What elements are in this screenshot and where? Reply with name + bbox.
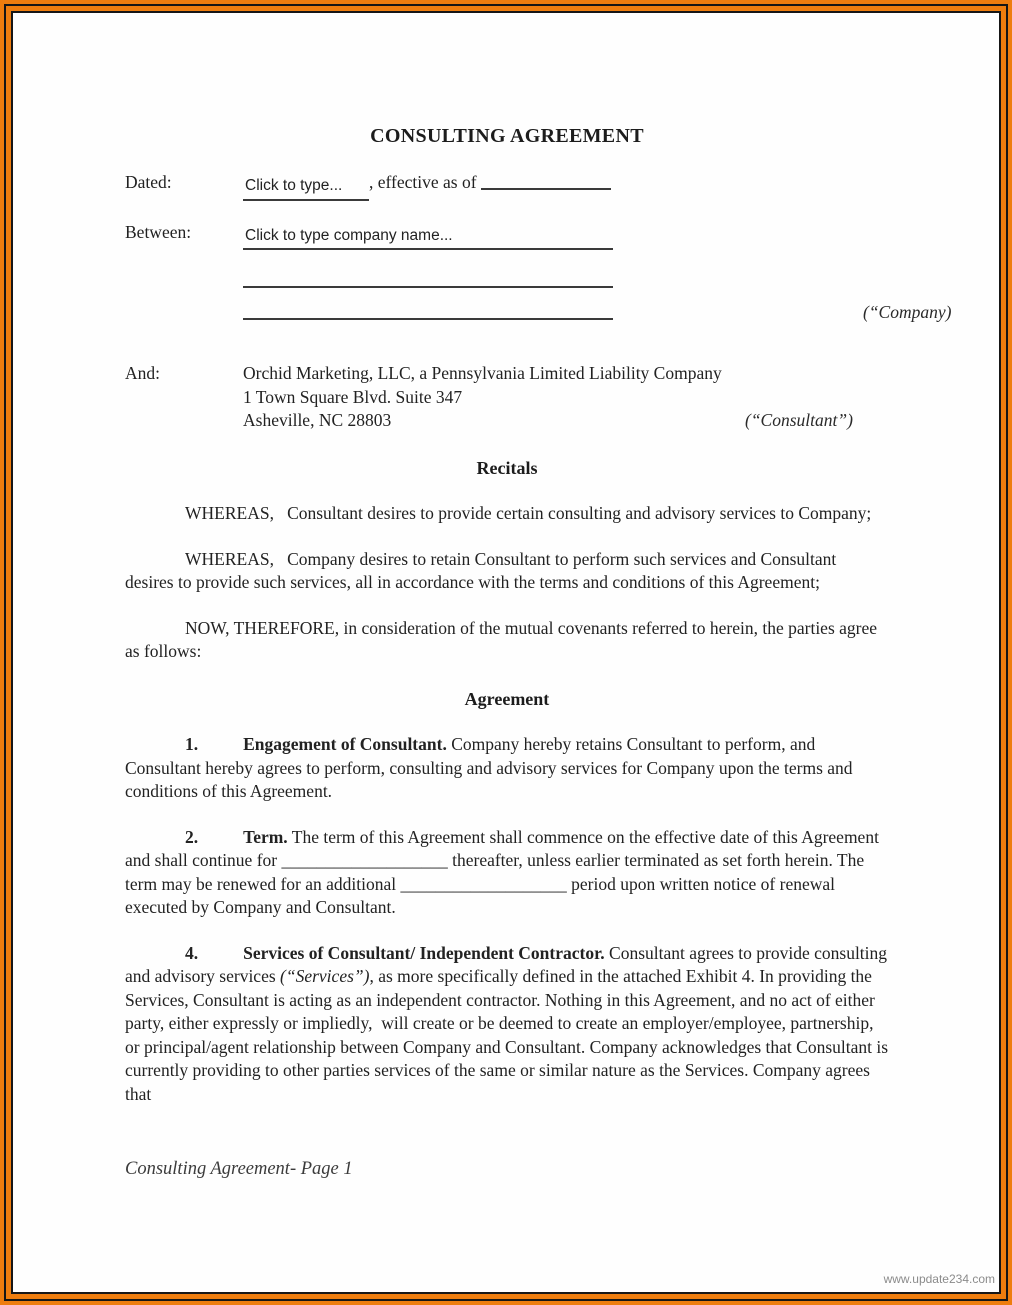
between-label: Between: bbox=[125, 221, 192, 242]
section-2-number: 2. bbox=[185, 826, 199, 847]
consultant-row bbox=[125, 362, 889, 433]
section-1-number: 1. bbox=[185, 734, 199, 754]
outer-black-frame bbox=[4, 4, 1008, 1301]
section-4-body-post: , as more specifically defined in the attached Exhibit 4. In providing the Services, Consultant is acting as an independent contractor. Nothing in this Agreement, and no act of either party, either expressly or impliedly, will create or be deemed to create an employer/employee, partnership, or principal/agent relationship between Company and Consultant. Company acknowledges that Consultant is currently providing to other parties services of the same or similar nature as the Services. Company agrees that bbox=[125, 966, 893, 1104]
effective-as-of-text: , effective as of bbox=[369, 172, 477, 192]
and-label: And: bbox=[125, 363, 160, 383]
inner-orange-frame bbox=[6, 6, 1006, 1299]
company-blank-2[interactable] bbox=[243, 318, 613, 320]
consultant-city: Asheville, NC 28803 bbox=[243, 410, 392, 430]
date-input-field[interactable]: Click to type... bbox=[243, 174, 369, 201]
section-4-number: 4. bbox=[185, 942, 199, 963]
section-1-title: Engagement of Consultant. bbox=[243, 734, 447, 754]
effective-date-blank[interactable] bbox=[481, 188, 611, 190]
section-2-title: Term. bbox=[243, 826, 288, 847]
agreement-heading: Agreement bbox=[464, 688, 550, 709]
company-tag: (“Company) bbox=[863, 301, 952, 322]
inner-black-frame bbox=[11, 11, 1001, 1294]
company-blank-line-1 bbox=[243, 268, 889, 292]
section-4-title: Services of Consultant/ Independent Contractor. bbox=[243, 942, 605, 963]
recital-paragraph-3: NOW, THEREFORE, in consideration of the mutual covenants referred to herein, the parties agree as follows: bbox=[125, 617, 882, 661]
section-2-body: The term of this Agreement shall commence on the effective date of this Agreement and shall continue for ___________________ thereafter, unless earlier terminated as set forth herein. The term may be renewed for an additional ___________________ period upon written notice of renewal executed by Company and Consultant. bbox=[125, 826, 884, 917]
between-row bbox=[125, 221, 889, 249]
consultant-street: 1 Town Square Blvd. Suite 347 bbox=[243, 386, 463, 407]
company-name-input-field[interactable]: Click to type company name... bbox=[243, 224, 613, 251]
section-2 bbox=[125, 826, 889, 920]
section-4 bbox=[125, 942, 893, 1107]
page-footer: Consulting Agreement- Page 1 bbox=[125, 1159, 353, 1179]
recital-paragraph-1: WHEREAS, Consultant desires to provide certain consulting and advisory services to Company; bbox=[185, 503, 872, 523]
section-4-services-term: (“Services”) bbox=[280, 966, 370, 986]
watermark-url: www.update234.com bbox=[883, 1271, 995, 1286]
section-1 bbox=[125, 733, 889, 804]
dated-row bbox=[125, 171, 889, 199]
consultant-name: Orchid Marketing, LLC, a Pennsylvania Limited Liability Company bbox=[243, 363, 722, 383]
recital-paragraph-2: WHEREAS, Company desires to retain Consultant to perform such services and Consultant desires to provide such services, all in accordance with the terms and conditions of this Agreement; bbox=[125, 548, 841, 592]
company-blank-1[interactable] bbox=[243, 286, 613, 288]
consultant-address-block bbox=[243, 362, 722, 433]
section-1-body: Company hereby retains Consultant to perform, and Consultant hereby agrees to perform, consulting and advisory services for Company upon the terms and conditions of this Agreement. bbox=[125, 734, 857, 801]
dated-label: Dated: bbox=[125, 172, 172, 192]
document-page bbox=[13, 13, 999, 1292]
company-blank-line-2 bbox=[243, 300, 952, 324]
recitals-heading: Recitals bbox=[476, 457, 538, 478]
page-title: CONSULTING AGREEMENT bbox=[370, 125, 644, 147]
consultant-tag: (“Consultant”) bbox=[745, 410, 853, 430]
section-4-body-pre: Consultant agrees to provide consulting and advisory services bbox=[125, 942, 892, 986]
